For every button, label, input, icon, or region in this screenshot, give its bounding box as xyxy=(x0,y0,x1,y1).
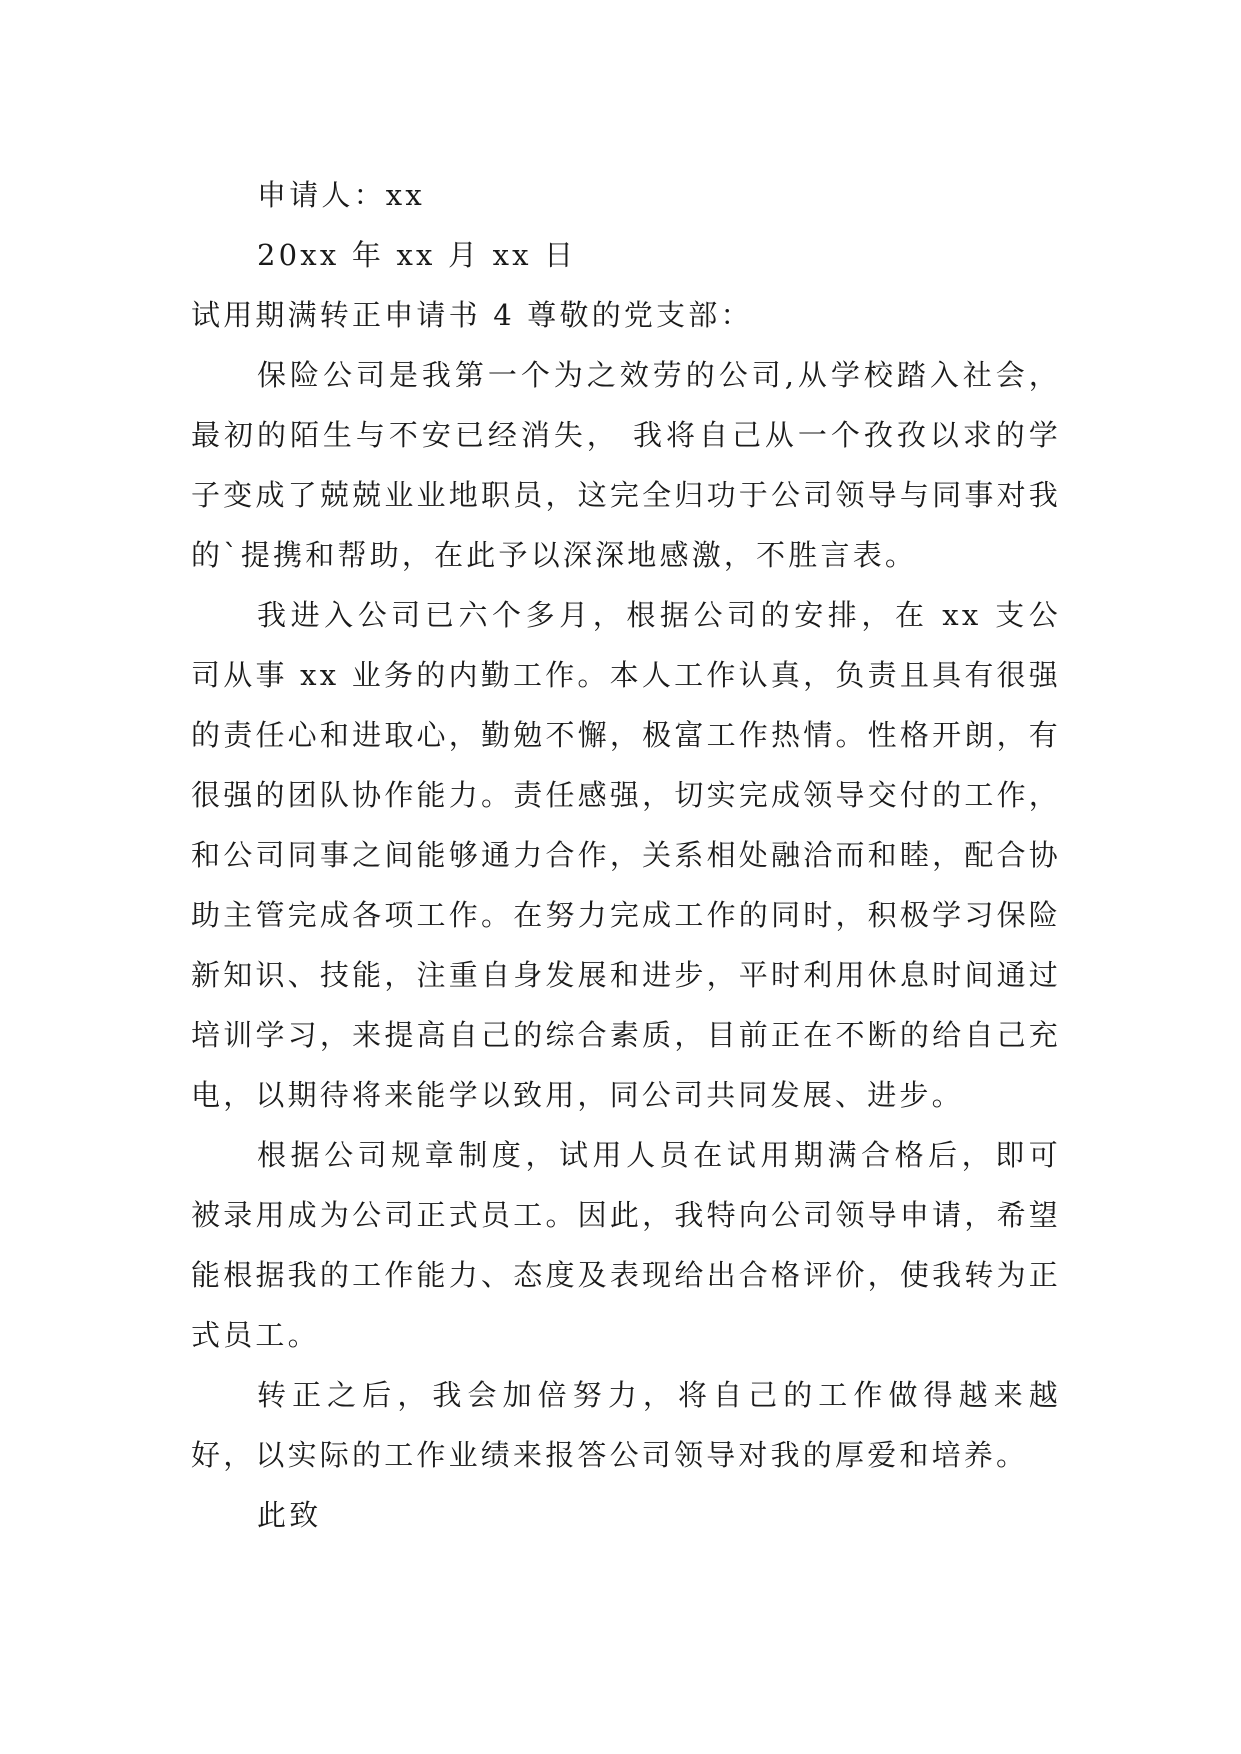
closing-line: 此致 xyxy=(257,1498,322,1532)
document-content xyxy=(191,165,1061,1545)
body-paragraph-4: 转正之后，我会加倍努力，将自己的工作做得越来越好，以实际的工作业绩来报答公司领导对我的厚爱和培养。 xyxy=(191,1378,1061,1472)
body-paragraph-2: 我进入公司已六个多月，根据公司的安排，在 xx 支公司从事 xx 业务的内勤工作。本人工作认真，负责且具有很强的责任心和进取心，勤勉不懈，极富工作热情。性格开朗，有很强的团队协作能力。责任感强，切实完成领导交付的工作，和公司同事之间能够通力合作，关系相处融洽而和睦，配合协助主管完成各项工作。在努力完成工作的同时，积极学习保险新知识、技能，注重自身发展和进步，平时利用休息时间通过培训学习，来提高自己的综合素质，目前正在不断的给自己充电，以期待将来能学以致用，同公司共同发展、进步。 xyxy=(191,598,1061,1112)
body-paragraph-3: 根据公司规章制度，试用人员在试用期满合格后，即可被录用成为公司正式员工。因此，我特向公司领导申请，希望能根据我的工作能力、态度及表现给出合格评价，使我转为正式员工。 xyxy=(191,1138,1061,1352)
body-paragraph-1: 保险公司是我第一个为之效劳的公司,从学校踏入社会，最初的陌生与不安已经消失， 我将自己从一个孜孜以求的学子变成了兢兢业业地职员，这完全归功于公司领导与同事对我的`提携和帮助，在此予以深深地感激，不胜言表。 xyxy=(191,358,1061,572)
date-line: 20xx 年 xx 月 xx 日 xyxy=(257,238,577,272)
applicant-line: 申请人：xx xyxy=(257,178,425,212)
title-salutation-line: 试用期满转正申请书 4 尊敬的党支部： xyxy=(191,298,753,332)
